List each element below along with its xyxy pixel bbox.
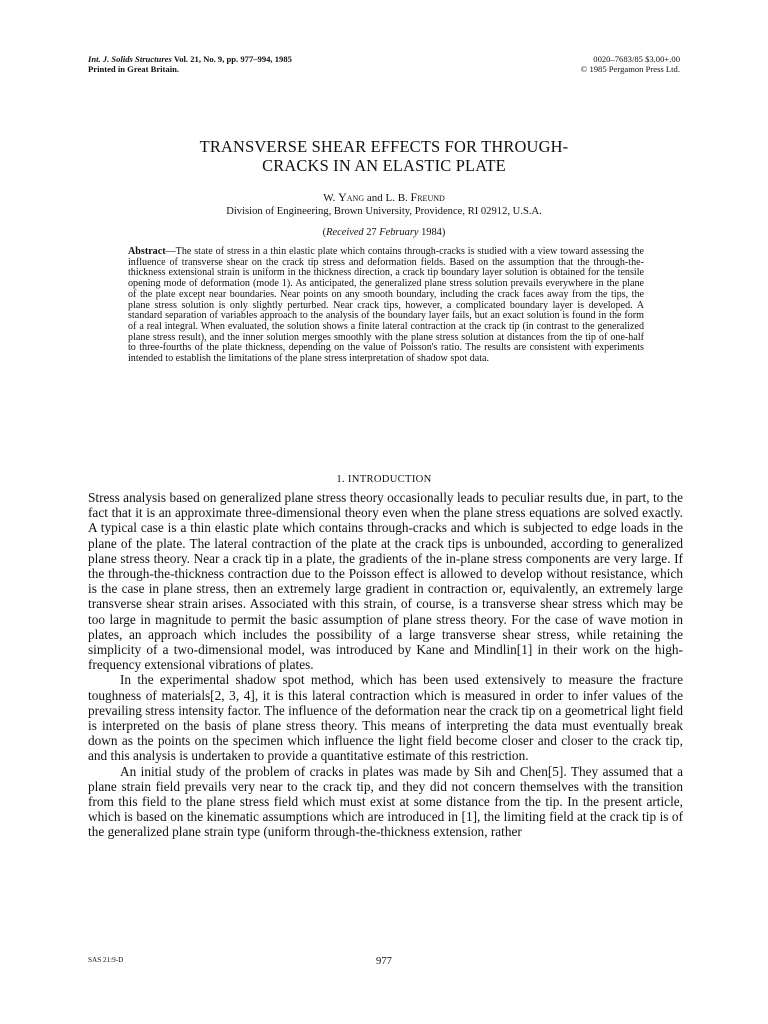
body-text [88, 490, 683, 840]
copyright-line: © 1985 Pergamon Press Ltd. [580, 64, 680, 74]
abstract-text: —The state of stress in a thin elastic plate which contains through-cracks is studied with a view toward assessing the influence of transverse shear on the crack tip stress and deformation fields. Based on the assumption that the through-the-thickness extensional strain is uniform in the thickness direction, a crack tip boundary layer solution is obtained for the tensile opening mode of deformation (mode 1). As anticipated, the generalized plane stress solution prevails everywhere in the plane of the plate except near boundaries. Near points on any smooth boundary, including the crack faces away from the tips, the plane stress solution is only slightly perturbed. Near crack tips, however, a complicated boundary layer is developed. A standard separation of variables approach to the analysis of the boundary layer fails, but an exact solution is found in the form of a real integral. When evaluated, the solution shows a finite lateral contraction at the crack tip (in contrast to the generalized plane stress result), and the inner solution merges smoothly with the plane stress solution at distances from the tip of one-half to three-fourths of the plate thickness, depending on the value of Poisson's ratio. The results are consistent with experiments intended to establish the limitations of the plane stress interpretation of shadow spot data. [128, 246, 644, 365]
paragraph-1: Stress analysis based on generalized plane stress theory occasionally leads to peculiar results due, in part, to the fact that it is an approximate three-dimensional theory even when the plane stress equations are solved exactly. A typical case is a thin elastic plate which contains through-cracks and which is subjected to edge loads in the plane of the plate. The lateral contraction of the plate at the crack tips is unbounded, according to generalized plane stress theory. Near a crack tip in a plate, the gradients of the in-plane stress components are very large. If the through-the-thickness contraction due to the Poisson effect is allowed to develop without resistance, which is the case in plane stress, then an extremely large gradient in contraction or, equivalently, an extremely large transverse shear strain arises. Associated with this strain, of course, is a transverse shear stress which may be too large in magnitude to permit the basic assumption of plane stress theory. For the case of wave motion in plates, an approach which includes the possibility of a large transverse shear stress, while retaining the simplicity of a two-dimensional model, was introduced by Kane and Mindlin[1] in their work on the high-frequency extensional vibrations of plates. [88, 490, 683, 673]
author-line [88, 190, 680, 205]
abstract-block [128, 247, 644, 365]
article-code: 0020–7683/85 $3.00+.00 [593, 54, 680, 64]
affiliation: Division of Engineering, Brown University, Providence, RI 02912, U.S.A. [226, 206, 542, 217]
printed-location: Printed in Great Britain. [88, 64, 180, 74]
author-2-initial: L. B. [385, 192, 411, 204]
article-title [88, 137, 680, 175]
title-line-1: TRANSVERSE SHEAR EFFECTS FOR THROUGH- [199, 137, 569, 156]
author-2-surname: Freund [410, 190, 445, 204]
journal-name: Int. J. Solids Structures [88, 54, 172, 64]
received-day: 27 [363, 227, 380, 238]
received-open: ( [322, 227, 327, 238]
received-word: Received [326, 227, 364, 238]
author-1-initial: W. [323, 192, 339, 204]
author-conjunction: and [364, 192, 386, 204]
received-year: 1984) [418, 227, 446, 238]
journal-citation [88, 54, 292, 74]
title-line-2: CRACKS IN AN ELASTIC PLATE [262, 156, 506, 175]
journal-volume-info: Vol. 21, No. 9, pp. 977–994, 1985 [171, 54, 292, 64]
abstract-label: Abstract [128, 246, 166, 257]
paragraph-3: An initial study of the problem of cracks in plates was made by Sih and Chen[5]. They assumed that a plane strain field prevails very near to the crack tip, and they did not concern themselves with the transition from this field to the plane stress field which must exist at some distance from the tip. In the present article, which is based on the kinematic assumptions which are introduced in [1], the limiting field at the crack tip is of the generalized plane strain type (uniform through-the-thickness extension, rather [88, 763, 683, 840]
footer-code: SAS 21:9-D [88, 956, 124, 964]
section-heading: 1. INTRODUCTION [336, 474, 432, 485]
received-date [88, 226, 680, 239]
page-number: 977 [376, 956, 392, 967]
received-month: February [379, 227, 419, 238]
paragraph-2: In the experimental shadow spot method, which has been used extensively to measure the fracture toughness of materials[2, 3, 4], it is this lateral contraction which is measured in order to infer values of the prevailing stress intensity factor. The influence of the deformation near the crack tip on a geometrical light field is interpreted on the basis of plane stress theory. This means of interpreting the data must eventually break down as the points on the specimen which influence the light field become closer and closer to the crack tip, and this analysis is undertaken to provide a quantitative estimate of this restriction. [88, 672, 683, 764]
author-1-surname: Yang [338, 190, 365, 204]
publisher-info [581, 54, 680, 74]
